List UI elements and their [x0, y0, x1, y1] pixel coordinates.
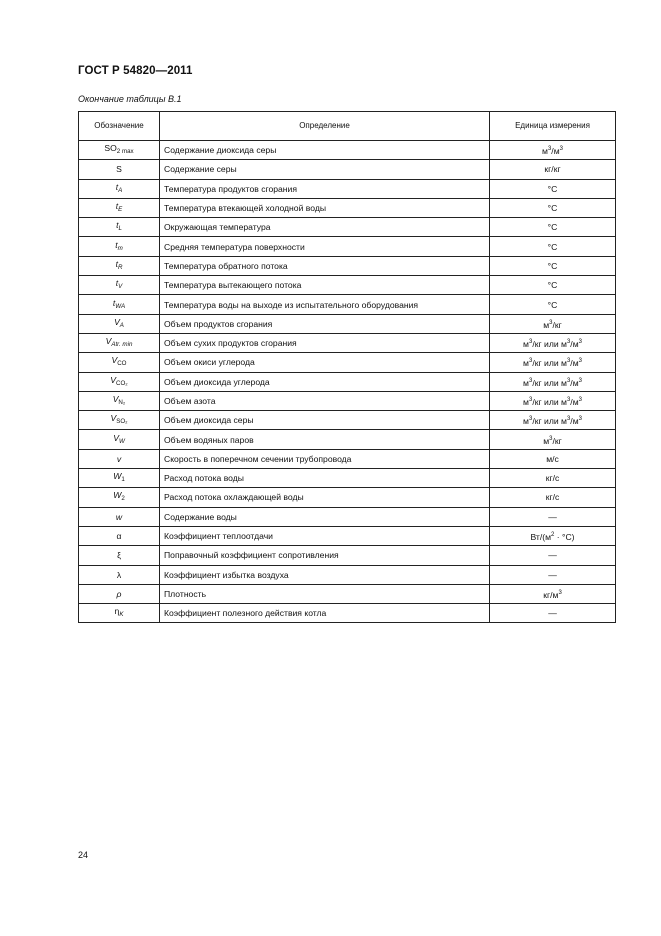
cell-definition: Объем диоксида углерода [160, 372, 490, 391]
table-row [79, 237, 616, 256]
column-header-symbol: Обозначение [79, 112, 160, 141]
symbol-main: V [114, 316, 120, 327]
cell-symbol [79, 256, 160, 275]
cell-definition: Объем сухих продуктов сгорания [160, 333, 490, 352]
cell-definition: Содержание воды [160, 507, 490, 526]
table-row [79, 546, 616, 565]
cell-unit: $м^3/кг$ или $м^3/м^3$ [490, 372, 616, 391]
table-row [79, 372, 616, 391]
cell-definition: Коэффициент полезного действия котла [160, 604, 490, 623]
cell-unit: кг/с [490, 469, 616, 488]
cell-symbol [79, 372, 160, 391]
cell-definition: Расход потока воды [160, 469, 490, 488]
symbol-main: λ [116, 569, 122, 580]
cell-symbol [79, 295, 160, 314]
table-row [79, 353, 616, 372]
cell-unit: $м^3/кг$ или $м^3/м^3$ [490, 411, 616, 430]
cell-definition: Объем продуктов сгорания [160, 314, 490, 333]
cell-definition: Температура воды на выходе из испытательного оборудования [160, 295, 490, 314]
unit-exponent: 3 [578, 358, 582, 365]
unit-exponent: 3 [528, 377, 533, 384]
unit-exponent: 3 [578, 397, 582, 403]
cell-unit: м/с [490, 449, 616, 468]
cell-symbol [79, 198, 160, 217]
cell-definition: Температура втекающей холодной воды [160, 198, 490, 217]
cell-unit: $м^3/кг$ или $м^3/м^3$ [490, 333, 616, 352]
symbol-main: v [116, 453, 122, 464]
symbol-subscript: N₂ [118, 399, 126, 406]
column-header-unit: Единица измерения [490, 112, 616, 141]
cell-definition: Плотность [160, 584, 490, 603]
table-row [79, 333, 616, 352]
cell-unit: кг/с [490, 488, 616, 507]
symbol-subscript: V [118, 283, 123, 291]
table-header-row [79, 112, 616, 141]
document-title: ГОСТ Р 54820—2011 [78, 65, 193, 77]
column-header-definition: Определение [160, 112, 490, 141]
cell-symbol [79, 141, 160, 160]
cell-symbol [79, 449, 160, 468]
cell-symbol [79, 218, 160, 237]
cell-symbol [79, 604, 160, 623]
unit-exponent: 2 [551, 532, 555, 539]
cell-definition: Температура вытекающего потока [160, 276, 490, 295]
symbol-subscript: CO₂ [116, 379, 128, 387]
cell-definition: Расход потока охлаждающей воды [160, 488, 490, 507]
symbol-main: η [114, 606, 120, 617]
cell-unit: °C [490, 218, 616, 237]
cell-symbol [79, 160, 160, 179]
symbol-main: V [110, 374, 117, 385]
cell-unit: °C [490, 179, 616, 198]
symbol-main: α [116, 531, 122, 542]
cell-unit: кг/кг [490, 160, 616, 179]
symbol-subscript: m [117, 244, 123, 252]
unit-exponent: 3 [528, 397, 533, 403]
cell-definition: Окружающая температура [160, 218, 490, 237]
cell-definition: Объем окиси углерода [160, 353, 490, 372]
cell-symbol [79, 469, 160, 488]
cell-unit: °C [490, 276, 616, 295]
unit-exponent: 3 [528, 416, 533, 423]
cell-symbol [79, 333, 160, 352]
symbol-subscript: 1 [121, 476, 125, 484]
symbol-main: t [115, 278, 119, 289]
cell-unit: $м^3/кг$ [490, 430, 616, 449]
table-row [79, 430, 616, 449]
cell-symbol [79, 179, 160, 198]
cell-unit: — [490, 507, 616, 526]
symbol-subscript: A [119, 321, 124, 329]
unit-exponent: 3 [547, 146, 552, 153]
unit-exponent: 3 [578, 339, 582, 346]
symbol-subscript: 2 [121, 495, 125, 503]
cell-symbol [79, 314, 160, 333]
symbol-main: t [115, 201, 119, 212]
symbol-main: W [113, 490, 122, 501]
cell-unit: $Вт/(м^2 \cdot ^\circ C)$ [490, 526, 616, 545]
unit-exponent: 3 [528, 339, 533, 346]
table-row [79, 295, 616, 314]
symbol-subscript: WA [115, 302, 126, 310]
symbol-main: V [113, 432, 119, 443]
symbols-table [78, 111, 616, 623]
table-row [79, 507, 616, 526]
symbol-subscript: E [118, 206, 123, 214]
symbol-subscript: L [118, 225, 122, 233]
cell-unit: $м^3/м^3$ [490, 141, 616, 160]
symbol-main: SO [104, 143, 117, 154]
cell-symbol [79, 391, 160, 410]
table-row [79, 198, 616, 217]
cell-unit: $м^3/кг$ или $м^3/м^3$ [490, 353, 616, 372]
table-row [79, 391, 616, 410]
cell-symbol [79, 565, 160, 584]
symbol-main: V [105, 336, 112, 347]
unit-exponent: 3 [559, 146, 563, 153]
table-row [79, 179, 616, 198]
table-row [79, 449, 616, 468]
unit-exponent: 3 [566, 339, 571, 346]
cell-definition: Скорость в поперечном сечении трубопровода [160, 449, 490, 468]
cell-unit: — [490, 546, 616, 565]
table-row [79, 488, 616, 507]
symbol-subscript: A [118, 186, 123, 194]
cell-definition: Содержание диоксида серы [160, 141, 490, 160]
cell-unit: $м^3/кг$ или $м^3/м^3$ [490, 391, 616, 410]
cell-definition: Температура обратного потока [160, 256, 490, 275]
cell-definition: Поправочный коэффициент сопротивления [160, 546, 490, 565]
table-row [79, 256, 616, 275]
symbol-main: ξ [117, 550, 121, 561]
cell-symbol [79, 411, 160, 430]
table-row [79, 469, 616, 488]
cell-unit: °C [490, 256, 616, 275]
unit-exponent: 3 [566, 358, 571, 365]
cell-symbol [79, 546, 160, 565]
unit-exponent: 3 [566, 416, 571, 423]
symbol-main: W [113, 471, 122, 482]
cell-symbol [79, 276, 160, 295]
table-row [79, 584, 616, 603]
table-row [79, 565, 616, 584]
symbol-main: t [116, 220, 119, 231]
cell-unit: °C [490, 295, 616, 314]
cell-definition: Содержание серы [160, 160, 490, 179]
cell-symbol [79, 584, 160, 603]
cell-unit: $кг/м^3$ [490, 584, 616, 603]
symbol-main: w [115, 511, 123, 522]
cell-definition: Температура продуктов сгорания [160, 179, 490, 198]
unit-exponent: 3 [549, 435, 553, 442]
table-row [79, 276, 616, 295]
symbol-main: S [116, 164, 122, 175]
symbol-main: ρ [116, 588, 122, 599]
unit-exponent: 3 [566, 377, 571, 384]
unit-exponent: 3 [566, 397, 571, 403]
unit-exponent: 3 [578, 416, 582, 423]
table-row [79, 218, 616, 237]
symbol-main: t [115, 239, 118, 250]
symbol-subscript: 2 max [116, 148, 134, 156]
table-row [79, 411, 616, 430]
symbol-subscript: CO [117, 360, 127, 368]
symbol-subscript: R [117, 263, 123, 271]
symbol-subscript: K [119, 611, 124, 619]
cell-unit: $м^3/кг$ [490, 314, 616, 333]
table-row [79, 314, 616, 333]
cell-unit: — [490, 604, 616, 623]
cell-unit: — [490, 565, 616, 584]
cell-symbol [79, 237, 160, 256]
symbol-subscript: W [118, 437, 125, 445]
symbol-main: V [111, 355, 118, 366]
table-row [79, 604, 616, 623]
symbol-main: t [112, 297, 116, 308]
symbol-main: V [112, 394, 119, 404]
cell-symbol [79, 353, 160, 372]
cell-definition: Объем азота [160, 391, 490, 410]
table-row [79, 141, 616, 160]
table-row [79, 160, 616, 179]
symbol-main: t [115, 258, 118, 269]
cell-unit: °C [490, 198, 616, 217]
symbol-subscript: SO₂ [116, 418, 128, 426]
table-row [79, 526, 616, 545]
cell-symbol [79, 507, 160, 526]
unit-exponent: 3 [558, 589, 562, 596]
unit-exponent: 3 [549, 319, 553, 326]
table-caption: Окончание таблицы В.1 [78, 94, 182, 104]
cell-definition: Коэффициент избытка воздуха [160, 565, 490, 584]
unit-exponent: 3 [528, 358, 533, 365]
symbol-subscript: Atr. min [111, 341, 133, 349]
page-number: 24 [78, 850, 89, 860]
symbol-main: V [110, 413, 117, 424]
symbol-main: t [115, 181, 119, 192]
cell-definition: Объем водяных паров [160, 430, 490, 449]
unit-exponent: 3 [578, 377, 582, 384]
cell-definition: Объем диоксида серы [160, 411, 490, 430]
cell-definition: Коэффициент теплоотдачи [160, 526, 490, 545]
cell-symbol [79, 488, 160, 507]
cell-symbol [79, 526, 160, 545]
cell-definition: Средняя температура поверхности [160, 237, 490, 256]
cell-symbol [79, 430, 160, 449]
cell-unit: °C [490, 237, 616, 256]
